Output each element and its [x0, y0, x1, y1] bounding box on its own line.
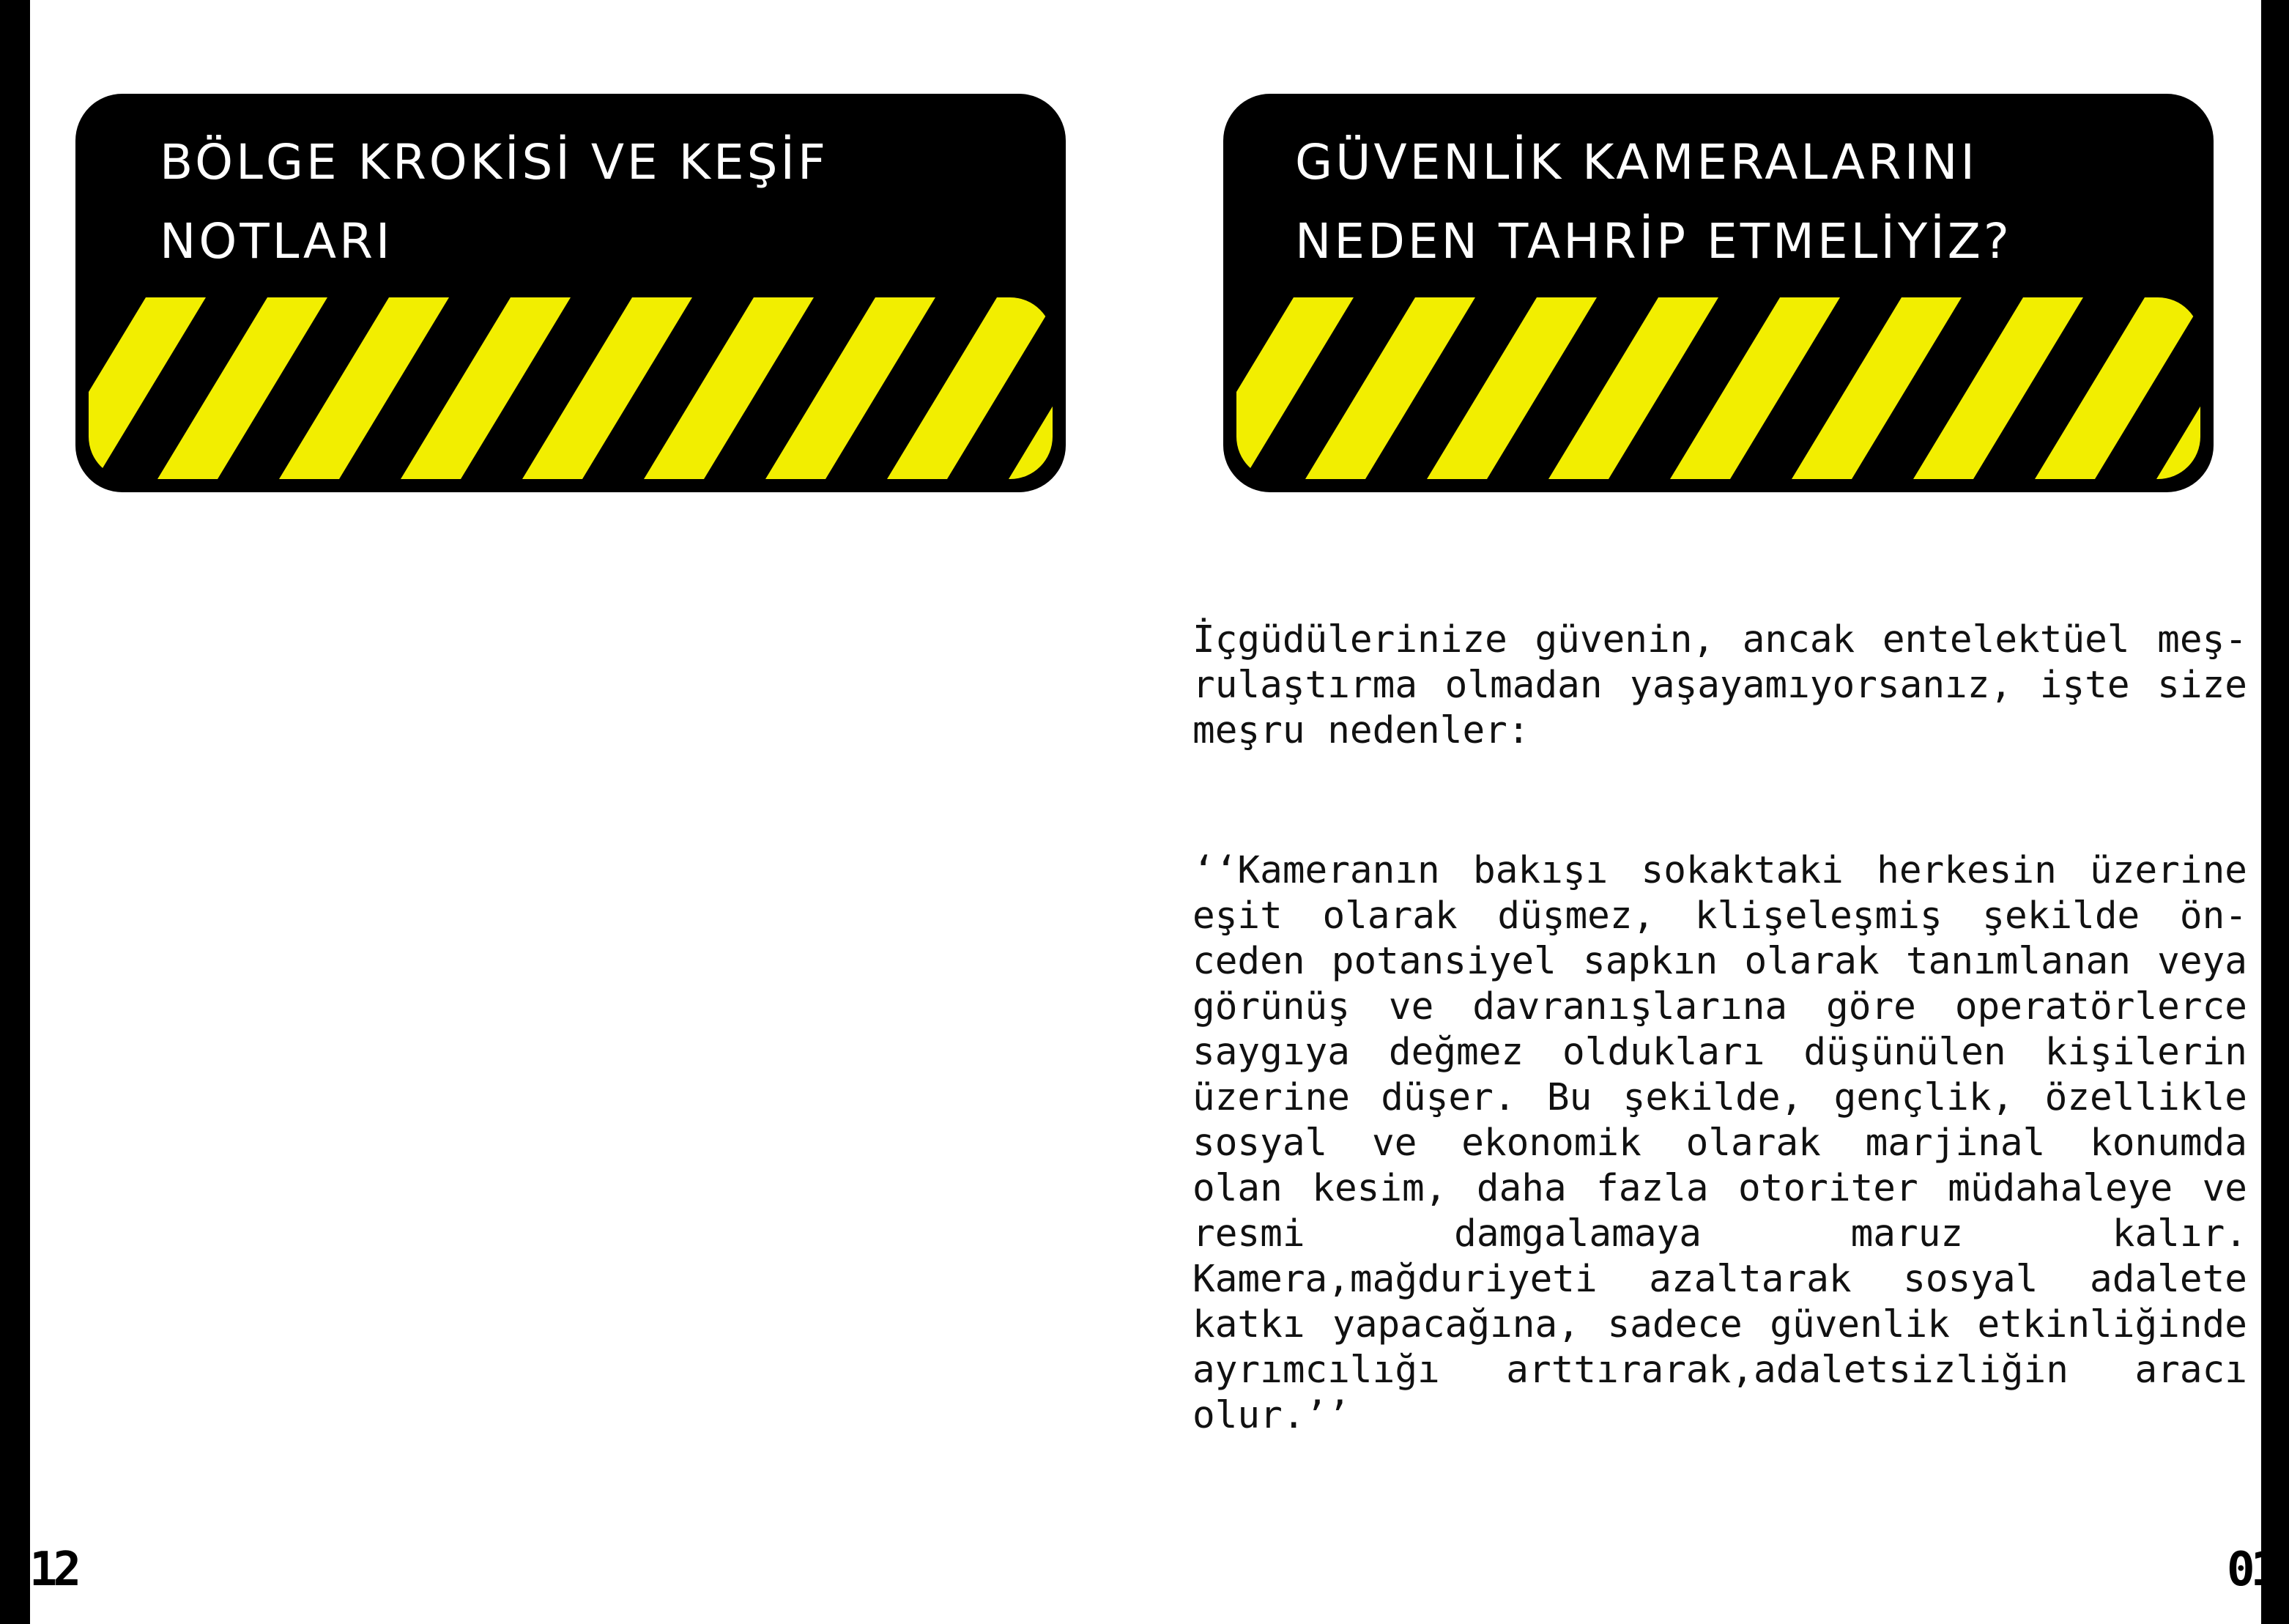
- right-banner: [1223, 94, 2214, 492]
- right-page-number: 01: [2227, 1543, 2275, 1597]
- right-page-edge: [2261, 0, 2289, 1624]
- left-page-edge: [0, 0, 30, 1624]
- left-banner-title: BÖLGE KROKİSİ VE KEŞİF NOTLARI: [160, 134, 828, 270]
- intro-paragraph: İçgüdülerinize güvenin, ancak entelektüel meş-rulaştırma olmadan yaşayamıyorsanız, işte size meşru nedenler:: [1192, 618, 2247, 752]
- left-banner: [75, 94, 1066, 492]
- quote-paragraph: ‘‘Kameranın bakışı sokaktaki herkesin üzerine eşit olarak düşmez, klişeleşmiş şekilde ön-ceden potansiyel sapkın olarak tanımlanan veya görünüş ve davranışlarına göre operatörlerce saygıya değmez oldukları düşünülen kişilerin üzerine düşer. Bu şekilde, gençlik, özellikle sosyal ve ekonomik olarak marjinal konumda olan kesim, daha fazla otoriter müdahaleye ve resmi damgalamaya maruz kalır. Kamera,mağduriyeti azaltarak sosyal adalete katkı yapacağına, sadece güvenlik etkinliğinde ayrımcılığı arttırarak,adaletsizliğin aracı olur.’’: [1192, 849, 2247, 1437]
- right-banner-title: GÜVENLİK KAMERALARINI NEDEN TAHRİP ETMELİYİZ?: [1295, 134, 2012, 270]
- left-page-number: 12: [29, 1543, 78, 1597]
